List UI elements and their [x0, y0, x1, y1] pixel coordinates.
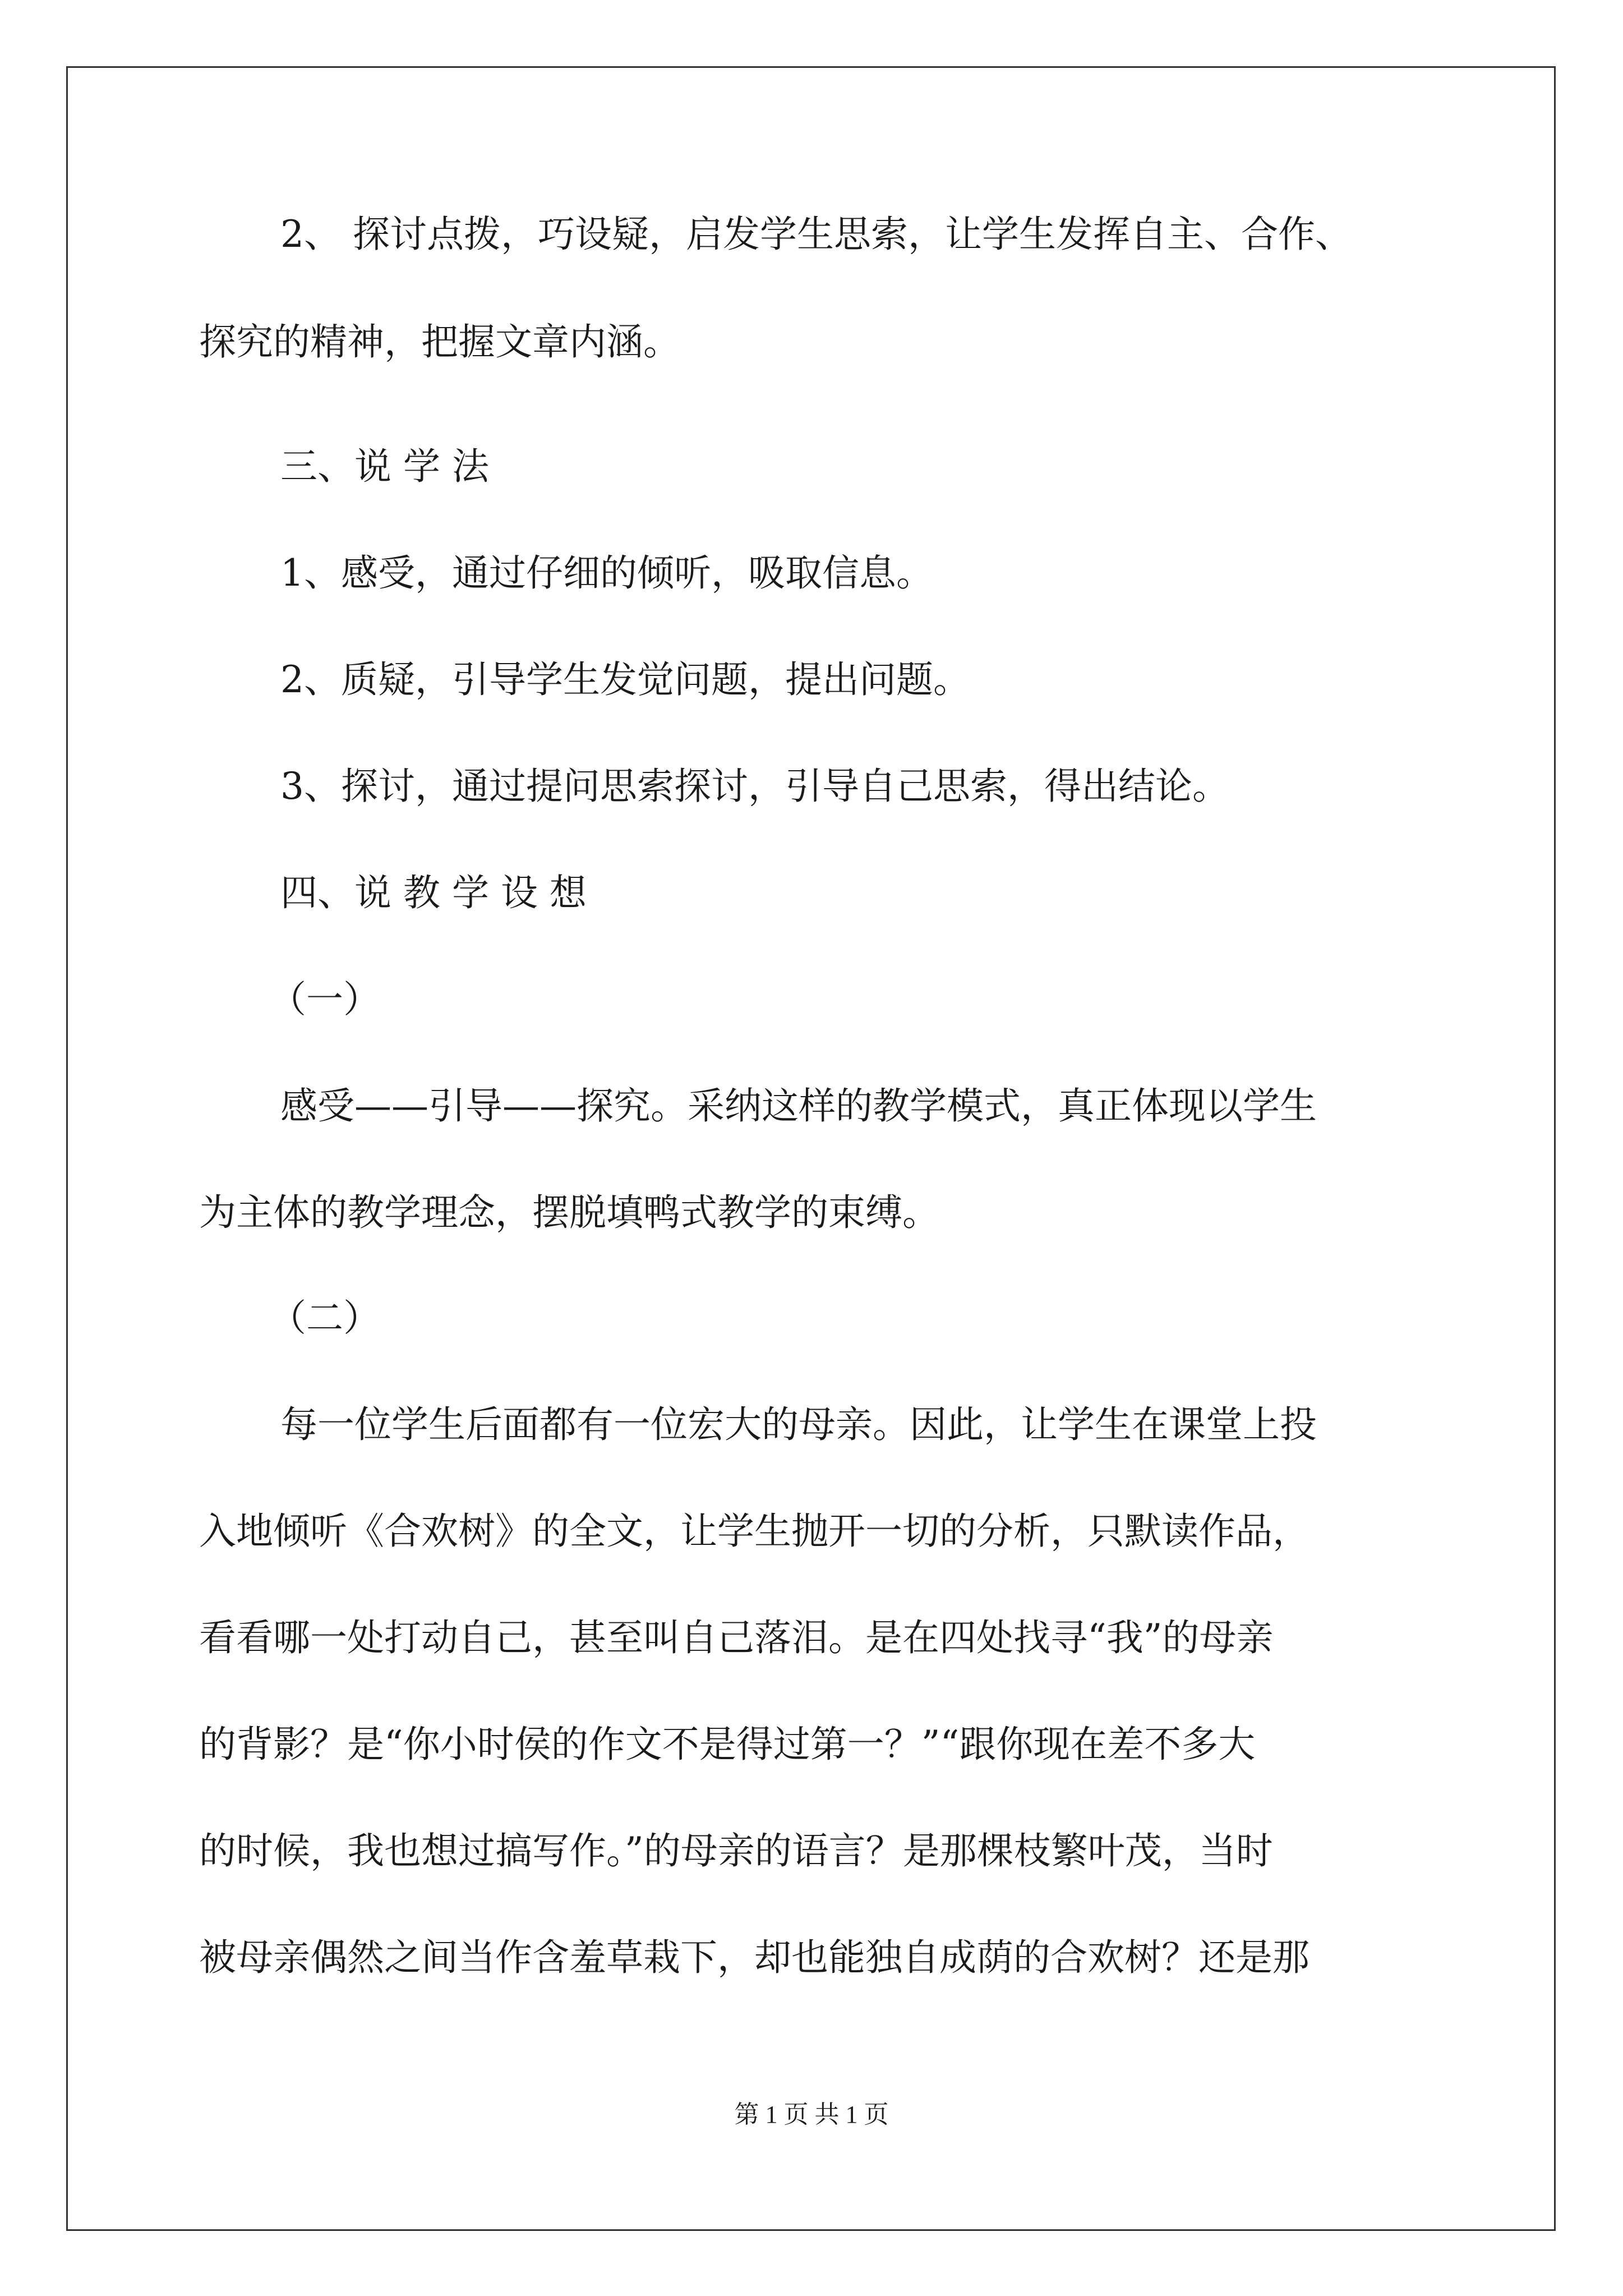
paragraph-line: 探究的精神，把握文章内涵。 — [199, 320, 680, 364]
paragraph-line: 每一位学生后面都有一位宏大的母亲。因此，让学生在课堂上投 — [280, 1403, 1317, 1446]
list-item: 3、探讨，通过提问思索探讨，引导自己思索，得出结论。 — [280, 765, 1229, 808]
paragraph-line: 感受——引导——探究。采纳这样的教学模式，真正体现以学生 — [280, 1084, 1317, 1128]
section-heading: 四、说 教 学 设 想 — [280, 871, 587, 914]
list-item: 1、感受，通过仔细的倾听，吸取信息。 — [280, 551, 933, 595]
page-border — [66, 66, 1556, 2231]
paragraph-line: 为主体的教学理念，摆脱填鸭式教学的束缚。 — [199, 1191, 939, 1234]
paragraph-line: 被母亲偶然之间当作含羞草栽下，却也能独自成荫的合欢树？还是那 — [199, 1936, 1310, 1979]
subsection-heading: （一） — [269, 978, 380, 1021]
list-item: 2、质疑，引导学生发觉问题，提出问题。 — [280, 658, 970, 701]
paragraph-line: 的背影？是“你小时侯的作文不是得过第一？”“跟你现在差不多大 — [199, 1723, 1256, 1766]
paragraph-line: 看看哪一处打动自己，甚至叫自己落泪。是在四处找寻“我”的母亲 — [199, 1616, 1274, 1659]
paragraph-line: 的时候，我也想过搞写作。”的母亲的语言？是那棵枝繁叶茂，当时 — [199, 1829, 1273, 1872]
paragraph-line: 入地倾听《合欢树》的全文，让学生抛开一切的分析，只默读作品， — [199, 1510, 1310, 1553]
page-number-footer: 第 1 页 共 1 页 — [734, 2101, 889, 2128]
section-heading: 三、说 学 法 — [280, 445, 489, 488]
paragraph-line: 2、 探讨点拨，巧设疑，启发学生思索，让学生发挥自主、合作、 — [280, 213, 1352, 256]
subsection-heading: （二） — [269, 1296, 380, 1340]
